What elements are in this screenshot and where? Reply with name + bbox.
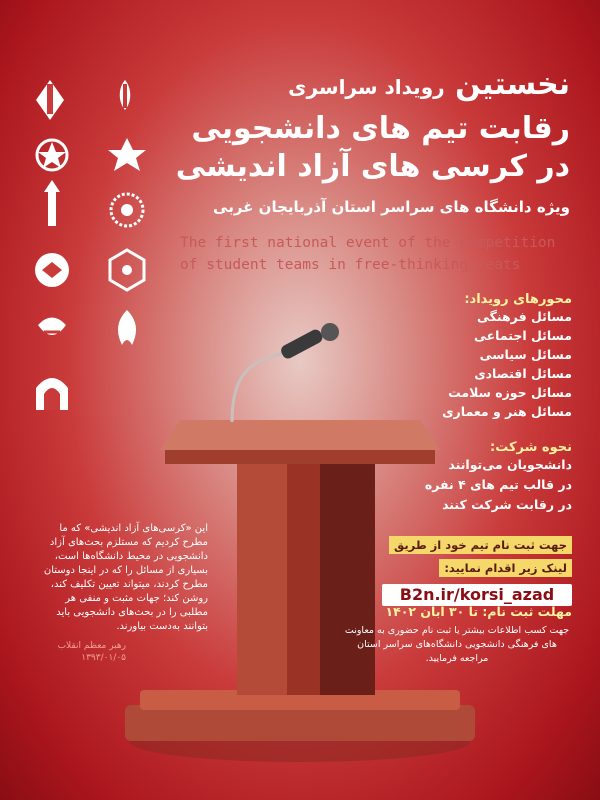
- info-text: جهت کسب اطلاعات بیشتر یا ثبت نام حضوری به معاونت های فرهنگی دانشجویی دانشگاه‌های سراسر استان مراجعه فرمایید.: [344, 625, 570, 664]
- mic-stand: [232, 350, 292, 422]
- podium-column-light: [237, 460, 287, 695]
- axes-item: مسائل حوزه سلامت: [448, 385, 572, 400]
- title-block: [150, 68, 570, 216]
- axes-heading: محورهای رویداد:: [464, 292, 572, 307]
- title-line-2: رقابت تیم های دانشجویی: [191, 111, 570, 146]
- axes-item: مسائل سیاسی: [479, 347, 572, 362]
- registration-line-2: لینک زیر اقدام نمایید:: [439, 559, 572, 577]
- book-emblem-icon: [35, 253, 69, 287]
- participation-line: در رقابت شرکت کنند: [442, 497, 572, 512]
- english-title: [180, 232, 572, 276]
- title-line-4: ویژه دانشگاه های سراسر استان آذربایجان غربی: [213, 198, 570, 216]
- mic-head: [321, 323, 339, 341]
- geometric-emblem-icon: [110, 250, 144, 290]
- participation-line: در قالب تیم های ۴ نفره: [424, 477, 572, 492]
- axes-item: مسائل فرهنگی: [476, 309, 572, 324]
- quote-date: ۱۳۹۳/۰۱/۰۵: [81, 653, 126, 663]
- flame-emblem-icon: [118, 310, 136, 345]
- title-line-1-small: رویداد سراسری: [288, 75, 445, 99]
- english-title-line-1: The first national event of the competition: [180, 235, 556, 251]
- axes-item: مسائل اقتصادی: [474, 366, 572, 381]
- title-line-1-big: نخستین: [455, 67, 570, 102]
- registration-line-1: جهت ثبت نام تیم خود از طریق: [389, 536, 572, 554]
- title-line-3: در کرسی های آزاد اندیشی: [175, 149, 570, 184]
- sun-emblem-icon: [111, 194, 143, 226]
- title-line-1: [150, 68, 570, 104]
- hand-emblem-icon: [38, 318, 66, 336]
- axes-item: مسائل هنر و معماری: [442, 404, 572, 419]
- arch-emblem-icon: [36, 378, 68, 410]
- leader-quote: این «کرسی‌های آزاد اندیشی» که ما مطرح کردیم که مستلزم بحث‌های آزاد دانشجویی در محیط دانشگاه‌ها است، بسیاری از مسائل را که در اینجا دوستان مطرح کردند، میتواند تعیین تکلیف کند، روشن کند؛ جهات مثبت و منفی هر مطلبی را در بحث‌های دانشجویی باید بتوانند به‌دست بیاورند.: [43, 523, 208, 632]
- quote-attribution: [36, 640, 126, 664]
- iran-emblem-icon: [120, 80, 131, 110]
- registration-deadline: مهلت ثبت نام: تا ۳۰ آبان ۱۴۰۲: [385, 604, 572, 619]
- event-axes: [372, 292, 572, 421]
- university-emblem-icon: [36, 80, 64, 120]
- quote-author: رهبر معظم انقلاب: [57, 641, 126, 651]
- flower-emblem-icon: [108, 138, 146, 171]
- axes-item: مسائل اجتماعی: [473, 328, 572, 343]
- tower-emblem-icon: [44, 180, 60, 226]
- stage-base: [125, 705, 475, 741]
- registration-link[interactable]: B2n.ir/korsi_azad: [382, 584, 572, 606]
- participation-section: [332, 440, 572, 515]
- registration-instructions: [382, 534, 572, 580]
- english-title-line-2: of student teams in free-thinking seats: [180, 257, 521, 273]
- star-emblem-icon: [37, 140, 67, 170]
- mic-body: [279, 328, 324, 361]
- participation-line: دانشجویان می‌توانند: [448, 457, 572, 472]
- participation-heading: نحوه شرکت:: [490, 440, 572, 455]
